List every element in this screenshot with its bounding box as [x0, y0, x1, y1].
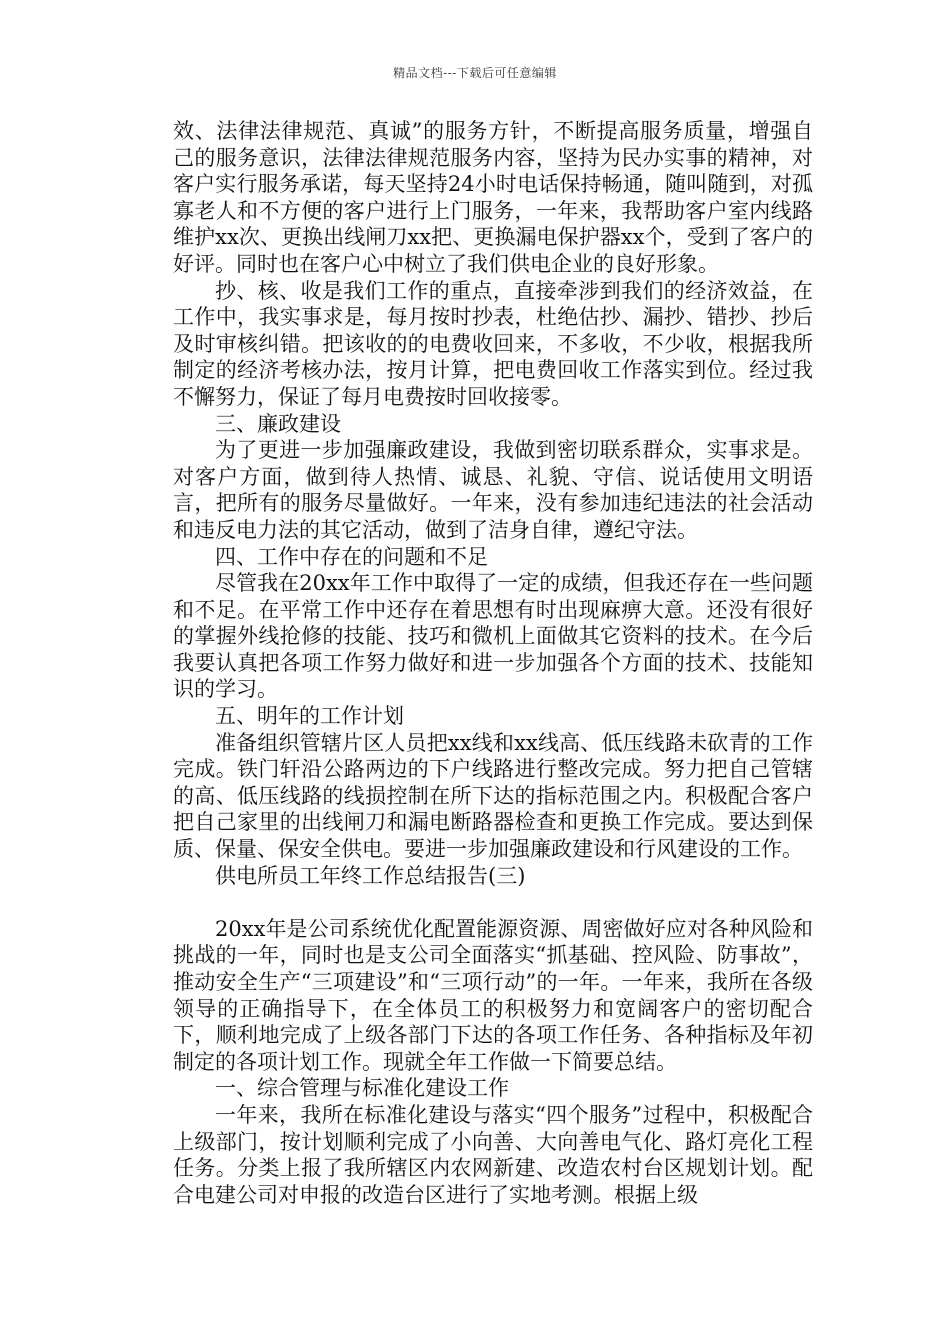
section-heading: 三、廉政建设: [215, 411, 341, 436]
paragraph: 准备组织管辖片区人员把xx线和xx线高、低压线路未砍青的工作完成。铁门轩沿公路两边的下户线路进行整改完成。努力把自己管辖的高、低压线路的线损控制在所下达的指标范围之内。积极配合客户把自己家里的出线闸刀和漏电断路器检查和更换工作完成。要达到保质、保量、保安全供电。要进一步加强廉政建设和行风建设的工作。: [173, 730, 813, 862]
document-body: [173, 118, 813, 1208]
report-title: 供电所员工年终工作总结报告(三): [215, 863, 526, 888]
section-heading: 一、综合管理与标准化建设工作: [215, 1076, 509, 1101]
paragraph: 一年来，我所在标准化建设与落实“四个服务”过程中，积极配合上级部门，按计划顺利完成了小向善、大向善电气化、路灯亮化工程任务。分类上报了我所辖区内农网新建、改造农村台区规划计划。配合电建公司对申报的改造台区进行了实地考测。根据上级: [173, 1102, 813, 1207]
section-heading: 四、工作中存在的问题和不足: [215, 544, 488, 569]
section-heading: 五、明年的工作计划: [215, 704, 404, 729]
blank-line: [173, 889, 813, 916]
page-header: 精品文档---下载后可任意编辑: [393, 66, 557, 80]
paragraph: 尽管我在20xx年工作中取得了一定的成绩，但我还存在一些问题和不足。在平常工作中还存在着思想有时出现麻痹大意。还没有很好的掌握外线抢修的技能、技巧和微机上面做其它资料的技术。在今后我要认真把各项工作努力做好和进一步加强各个方面的技术、技能知识的学习。: [173, 571, 813, 702]
paragraph: 抄、核、收是我们工作的重点，直接牵涉到我们的经济效益，在工作中，我实事求是，每月按时抄表，杜绝估抄、漏抄、错抄、抄后及时审核纠错。把该收的的电费收回来，不多收，不少收，根据我所制定的经济考核办法，按月计算，把电费回收工作落实到位。经过我不懈努力，保证了每月电费按时回收接零。: [173, 278, 813, 409]
paragraph: 20xx年是公司系统优化配置能源资源、周密做好应对各种风险和挑战的一年，同时也是支公司全面落实“抓基础、控风险、防事故”，推动安全生产“三项建设”和“三项行动”的一年。一年来，我所在各级领导的正确指导下，在全体员工的积极努力和宽阔客户的密切配合下，顺利地完成了上级各部门下达的各项工作任务、各种指标及年初制定的各项计划工作。现就全年工作做一下简要总结。: [173, 916, 813, 1074]
paragraph: 为了更进一步加强廉政建设，我做到密切联系群众，实事求是。对客户方面，做到待人热情、诚恳、礼貌、守信、说话使用文明语言，把所有的服务尽量做好。一年来，没有参加违纪违法的社会活动和违反电力法的其它活动，做到了洁身自律，遵纪守法。: [173, 438, 813, 542]
paragraph: 效、法律法律规范、真诚”的服务方针，不断提高服务质量，增强自己的服务意识，法律法律规范服务内容，坚持为民办实事的精神，对客户实行服务承诺，每天坚持24小时电话保持畅通，随叫随到，对孤寡老人和不方便的客户进行上门服务，一年来，我帮助客户室内线路维护xx次、更换出线闸刀xx把、更换漏电保护器xx个，受到了客户的好评。同时也在客户心中树立了我们供电企业的良好形象。: [173, 119, 813, 276]
